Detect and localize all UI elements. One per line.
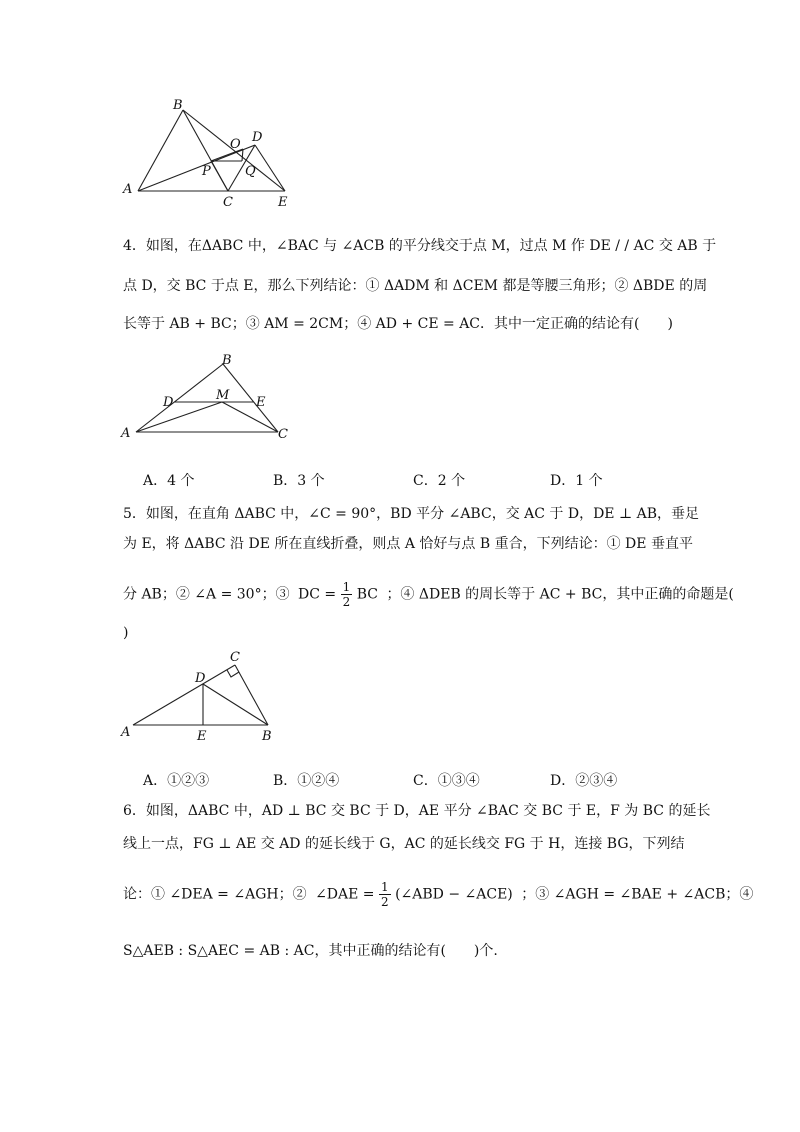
q5-formula-dc <box>298 580 378 609</box>
label-E: E <box>197 729 207 744</box>
q5-formula-left: DC = <box>298 586 337 603</box>
q6-line2: 线上一点，FG ⊥ AE 交 AD 的延长线于 G，AC 的延长线交 FG 于 H，连接 BG，下列结 <box>123 836 685 852</box>
q4-figure <box>118 352 303 447</box>
label-B: B <box>262 729 272 744</box>
q5-line2: 为 E，将 ΔABC 沿 DE 所在直线折叠，则点 A 恰好与点 B 重合，下列结论：① DE 垂直平 <box>123 536 693 552</box>
q6-line3-start: 论：① ∠DEA = ∠AGH；② <box>123 886 307 903</box>
label-A: A <box>121 725 131 740</box>
q5-option-d[interactable]: D．②③④ <box>550 773 618 789</box>
label-A: A <box>123 182 133 197</box>
q4-option-c[interactable]: C．2 个 <box>413 473 466 489</box>
q5-option-c[interactable]: C．①③④ <box>413 773 480 789</box>
q5-option-a[interactable]: A．①②③ <box>143 773 210 789</box>
q5-fraction-den: 2 <box>342 595 351 609</box>
q5-line4: ) <box>123 625 129 641</box>
figure-top-geometry <box>115 95 305 210</box>
q6-line3 <box>123 880 753 909</box>
label-D: D <box>195 671 206 686</box>
q6-line4: S△AEB : S△AEC = AB : AC，其中正确的结论有( )个. <box>123 943 498 959</box>
label-Q: Q <box>245 164 256 179</box>
q4-line1: 4．如图，在ΔABC 中，∠BAC 与 ∠ACB 的平分线交于点 M，过点 M 作 DE / / AC 交 AB 于 <box>123 238 717 254</box>
q6-fraction-num: 1 <box>380 880 389 894</box>
label-A: A <box>121 426 131 441</box>
q6-line3-end: ；③ ∠AGH = ∠BAE + ∠ACB；④ <box>521 886 754 903</box>
q6-fraction-den: 2 <box>380 895 389 909</box>
q5-line3-start: 分 AB；② ∠A = 30°；③ <box>123 586 290 603</box>
q5-figure <box>118 650 283 745</box>
q5-line3 <box>123 580 734 609</box>
label-D: D <box>163 395 174 410</box>
label-C: C <box>223 195 233 210</box>
label-P: P <box>202 164 211 179</box>
label-O: O <box>230 137 241 152</box>
q4-option-a[interactable]: A．4 个 <box>143 473 195 489</box>
q5-fraction-num: 1 <box>342 580 351 594</box>
q4-line2: 点 D，交 BC 于点 E，那么下列结论：① ΔADM 和 ΔCEM 都是等腰三角形；② ΔBDE 的周 <box>123 278 708 294</box>
q5-fraction <box>341 580 353 609</box>
label-B: B <box>222 353 232 368</box>
q4-option-b[interactable]: B．3 个 <box>273 473 325 489</box>
q6-line1: 6．如图，ΔABC 中，AD ⊥ BC 交 BC 于 D，AE 平分 ∠BAC 交 BC 于 E，F 为 BC 的延长 <box>123 803 711 819</box>
q6-fraction <box>379 880 391 909</box>
q5-line3-end: ；④ ΔDEB 的周长等于 AC + BC，其中正确的命题是( <box>386 586 734 603</box>
label-C: C <box>278 427 288 442</box>
q4-line3: 长等于 AB + BC；③ AM = 2CM；④ AD + CE = AC．其中一定正确的结论有( ) <box>123 316 673 332</box>
q5-formula-right: BC <box>356 586 378 603</box>
label-B: B <box>173 98 183 113</box>
q6-formula-right: (∠ABD − ∠ACE) <box>395 886 513 903</box>
label-D: D <box>252 130 263 145</box>
label-M: M <box>216 388 230 403</box>
q4-option-d[interactable]: D．1 个 <box>550 473 603 489</box>
q6-formula-left: ∠DAE = <box>315 886 375 903</box>
q5-option-b[interactable]: B．①②④ <box>273 773 340 789</box>
q5-line1: 5．如图，在直角 ΔABC 中，∠C = 90°，BD 平分 ∠ABC，交 AC 于 D，DE ⊥ AB，垂足 <box>123 506 699 522</box>
label-E: E <box>278 195 288 210</box>
label-C: C <box>230 650 240 665</box>
label-E: E <box>256 395 266 410</box>
q6-formula-dae <box>315 880 513 909</box>
